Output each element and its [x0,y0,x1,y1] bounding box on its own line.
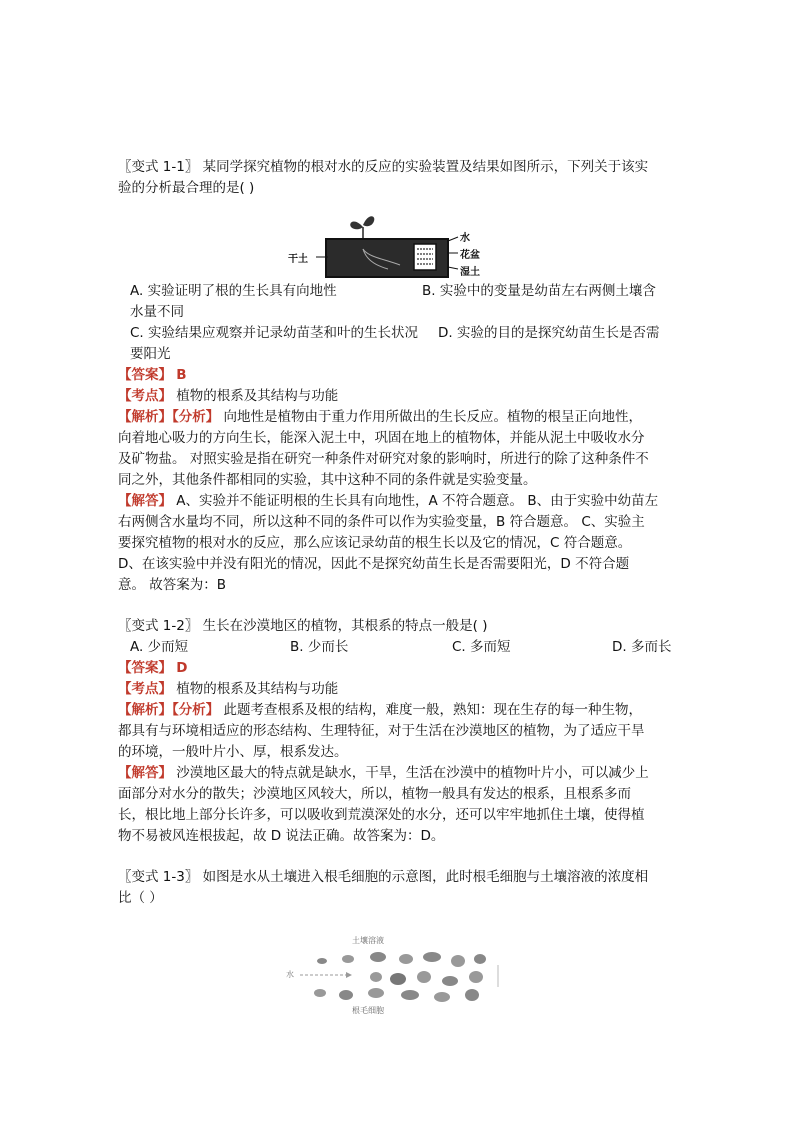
q2-stem [118,616,674,637]
q2-jieda-line2: 面部分对水分的散失；沙漠地区风较大，所以，植物一般具有发达的根系，且根系多而 [118,786,631,802]
answer-tag: 【答案】 [118,367,172,383]
q1-option-b-cont: 水量不同 [130,304,184,320]
q2-kaodian [118,679,674,700]
label-dry-soil: 干土 [288,254,308,265]
q1-option-d-cont: 要阳光 [130,346,171,362]
jiexi-text-1: 此题考查根系及根的结构，难度一般，熟知：现在生存的每一种生物， [223,702,643,718]
q1-jieda-line4: D、在该实验中并没有阳光的情况，因此不是探究幼苗生长是否需要阳光，D 不符合题 [118,556,630,572]
jieda-tag: 【解答】 [118,493,172,509]
jiexi-tag: 【解析】【分析】 [118,409,220,425]
q2-jieda-line4: 物不易被风连根拔起，故 D 说法正确。故答案为：D。 [118,828,445,844]
kaodian-text: 植物的根系及其结构与功能 [176,388,339,404]
kaodian-tag: 【考点】 [118,388,172,404]
answer-tag: 【答案】 [118,660,172,676]
water-arrow-label: 水 [286,970,294,979]
q1-jieda-line1 [118,491,674,512]
jiexi-tag: 【解析】【分析】 [118,702,220,718]
label-pot: 花盆 [460,250,480,261]
q2-jiexi-line2: 都具有与环境相适应的形态结构、生理特征，对于生活在沙漠地区的植物，为了适应干旱 [118,723,645,739]
kaodian-text: 植物的根系及其结构与功能 [176,681,339,697]
q1-label: 〖变式 1-1〗 [118,159,199,175]
q2-answer [118,658,674,679]
q2-options [118,637,674,658]
q2-option-b: B. 少而长 [290,639,349,655]
q3-stem-line2: 比（ ） [118,890,163,906]
q1-experiment-figure [288,207,496,281]
q2-option-a: A. 少而短 [130,639,189,655]
q1-jieda-line5: 意。 故答案为：B [118,577,227,593]
jieda-text-1: 沙漠地区最大的特点就是缺水，干旱，生活在沙漠中的植物叶片小，可以减少上 [176,765,649,781]
q2-jieda-line1 [118,763,674,784]
jieda-tag: 【解答】 [118,765,172,781]
q1-stem-line1 [118,157,674,178]
q2-jiexi-line3: 的环境，一般叶片小、厚，根系发达。 [118,744,348,760]
answer-value: B [176,367,187,383]
q1-stem-text-1: 某同学探究植物的根对水的反应的实验装置及结果如图所示，下列关于该实 [202,159,649,175]
q1-option-a: A. 实验证明了根的生长具有向地性 [130,283,337,299]
q2-label: 〖变式 1-2〗 [118,618,199,634]
q1-jieda-line3: 要探究植物的根对水的反应，那么应该记录幼苗的根生长以及它的情况，C 符合题意。 [118,535,632,551]
q3-stem-line1 [118,867,674,888]
q2-option-c: C. 多而短 [452,639,511,655]
q1-option-c: C. 实验结果应观察并记录幼苗茎和叶的生长状况 [130,325,419,341]
q1-option-d: D. 实验的目的是探究幼苗生长是否需 [438,325,660,341]
q3-label: 〖变式 1-3〗 [118,869,199,885]
root-hair-diagram [286,935,506,1015]
label-wet-soil: 湿土 [460,267,480,278]
q1-jieda-line2: 右两侧含水量均不同，所以这种不同的条件可以作为实验变量，B 符合题意。 C、实验主 [118,514,645,530]
q2-jiexi-line1 [118,700,674,721]
jieda-text-1: A、实验并不能证明根的生长具有向地性，A 不符合题意。 B、由于实验中幼苗左 [176,493,659,509]
q2-jieda-line3: 长，根比地上部分长许多，可以吸收到荒漠深处的水分，还可以牢牢地抓住土壤，使得植 [118,807,645,823]
soil-solution-label: 土壤溶液 [352,936,384,945]
root-hair-cell-label: 根毛细胞 [352,1006,384,1015]
q3-stem-text-1: 如图是水从土壤进入根毛细胞的示意图，此时根毛细胞与土壤溶液的浓度相 [202,869,649,885]
q1-options-row2 [118,323,674,344]
q2-option-d: D. 多而长 [612,639,672,655]
document-page [118,157,674,1015]
q1-jiexi-line1 [118,407,674,428]
q1-kaodian [118,386,674,407]
q1-answer [118,365,674,386]
q3-root-hair-figure [286,935,506,1015]
q1-stem-line2: 验的分析最合理的是( ) [118,180,255,196]
answer-value: D [176,660,188,676]
q1-jiexi-line3: 及矿物盐。 对照实验是指在研究一种条件对研究对象的影响时，所进行的除了这种条件不 [118,451,649,467]
label-water: 水 [460,233,470,244]
q1-options-row1 [118,281,674,302]
q1-option-b: B. 实验中的变量是幼苗左右两侧土壤含 [422,283,656,299]
q2-stem-text: 生长在沙漠地区的植物，其根系的特点一般是( ) [202,618,488,634]
q1-jiexi-line2: 向着地心吸力的方向生长，能深入泥土中，巩固在地上的植物体，并能从泥土中吸收水分 [118,430,645,446]
q1-jiexi-line4: 同之外，其他条件都相同的实验，其中这种不同的条件就是实验变量。 [118,472,537,488]
jiexi-text-1: 向地性是植物由于重力作用所做出的生长反应。植物的根呈正向地性， [223,409,643,425]
kaodian-tag: 【考点】 [118,681,172,697]
